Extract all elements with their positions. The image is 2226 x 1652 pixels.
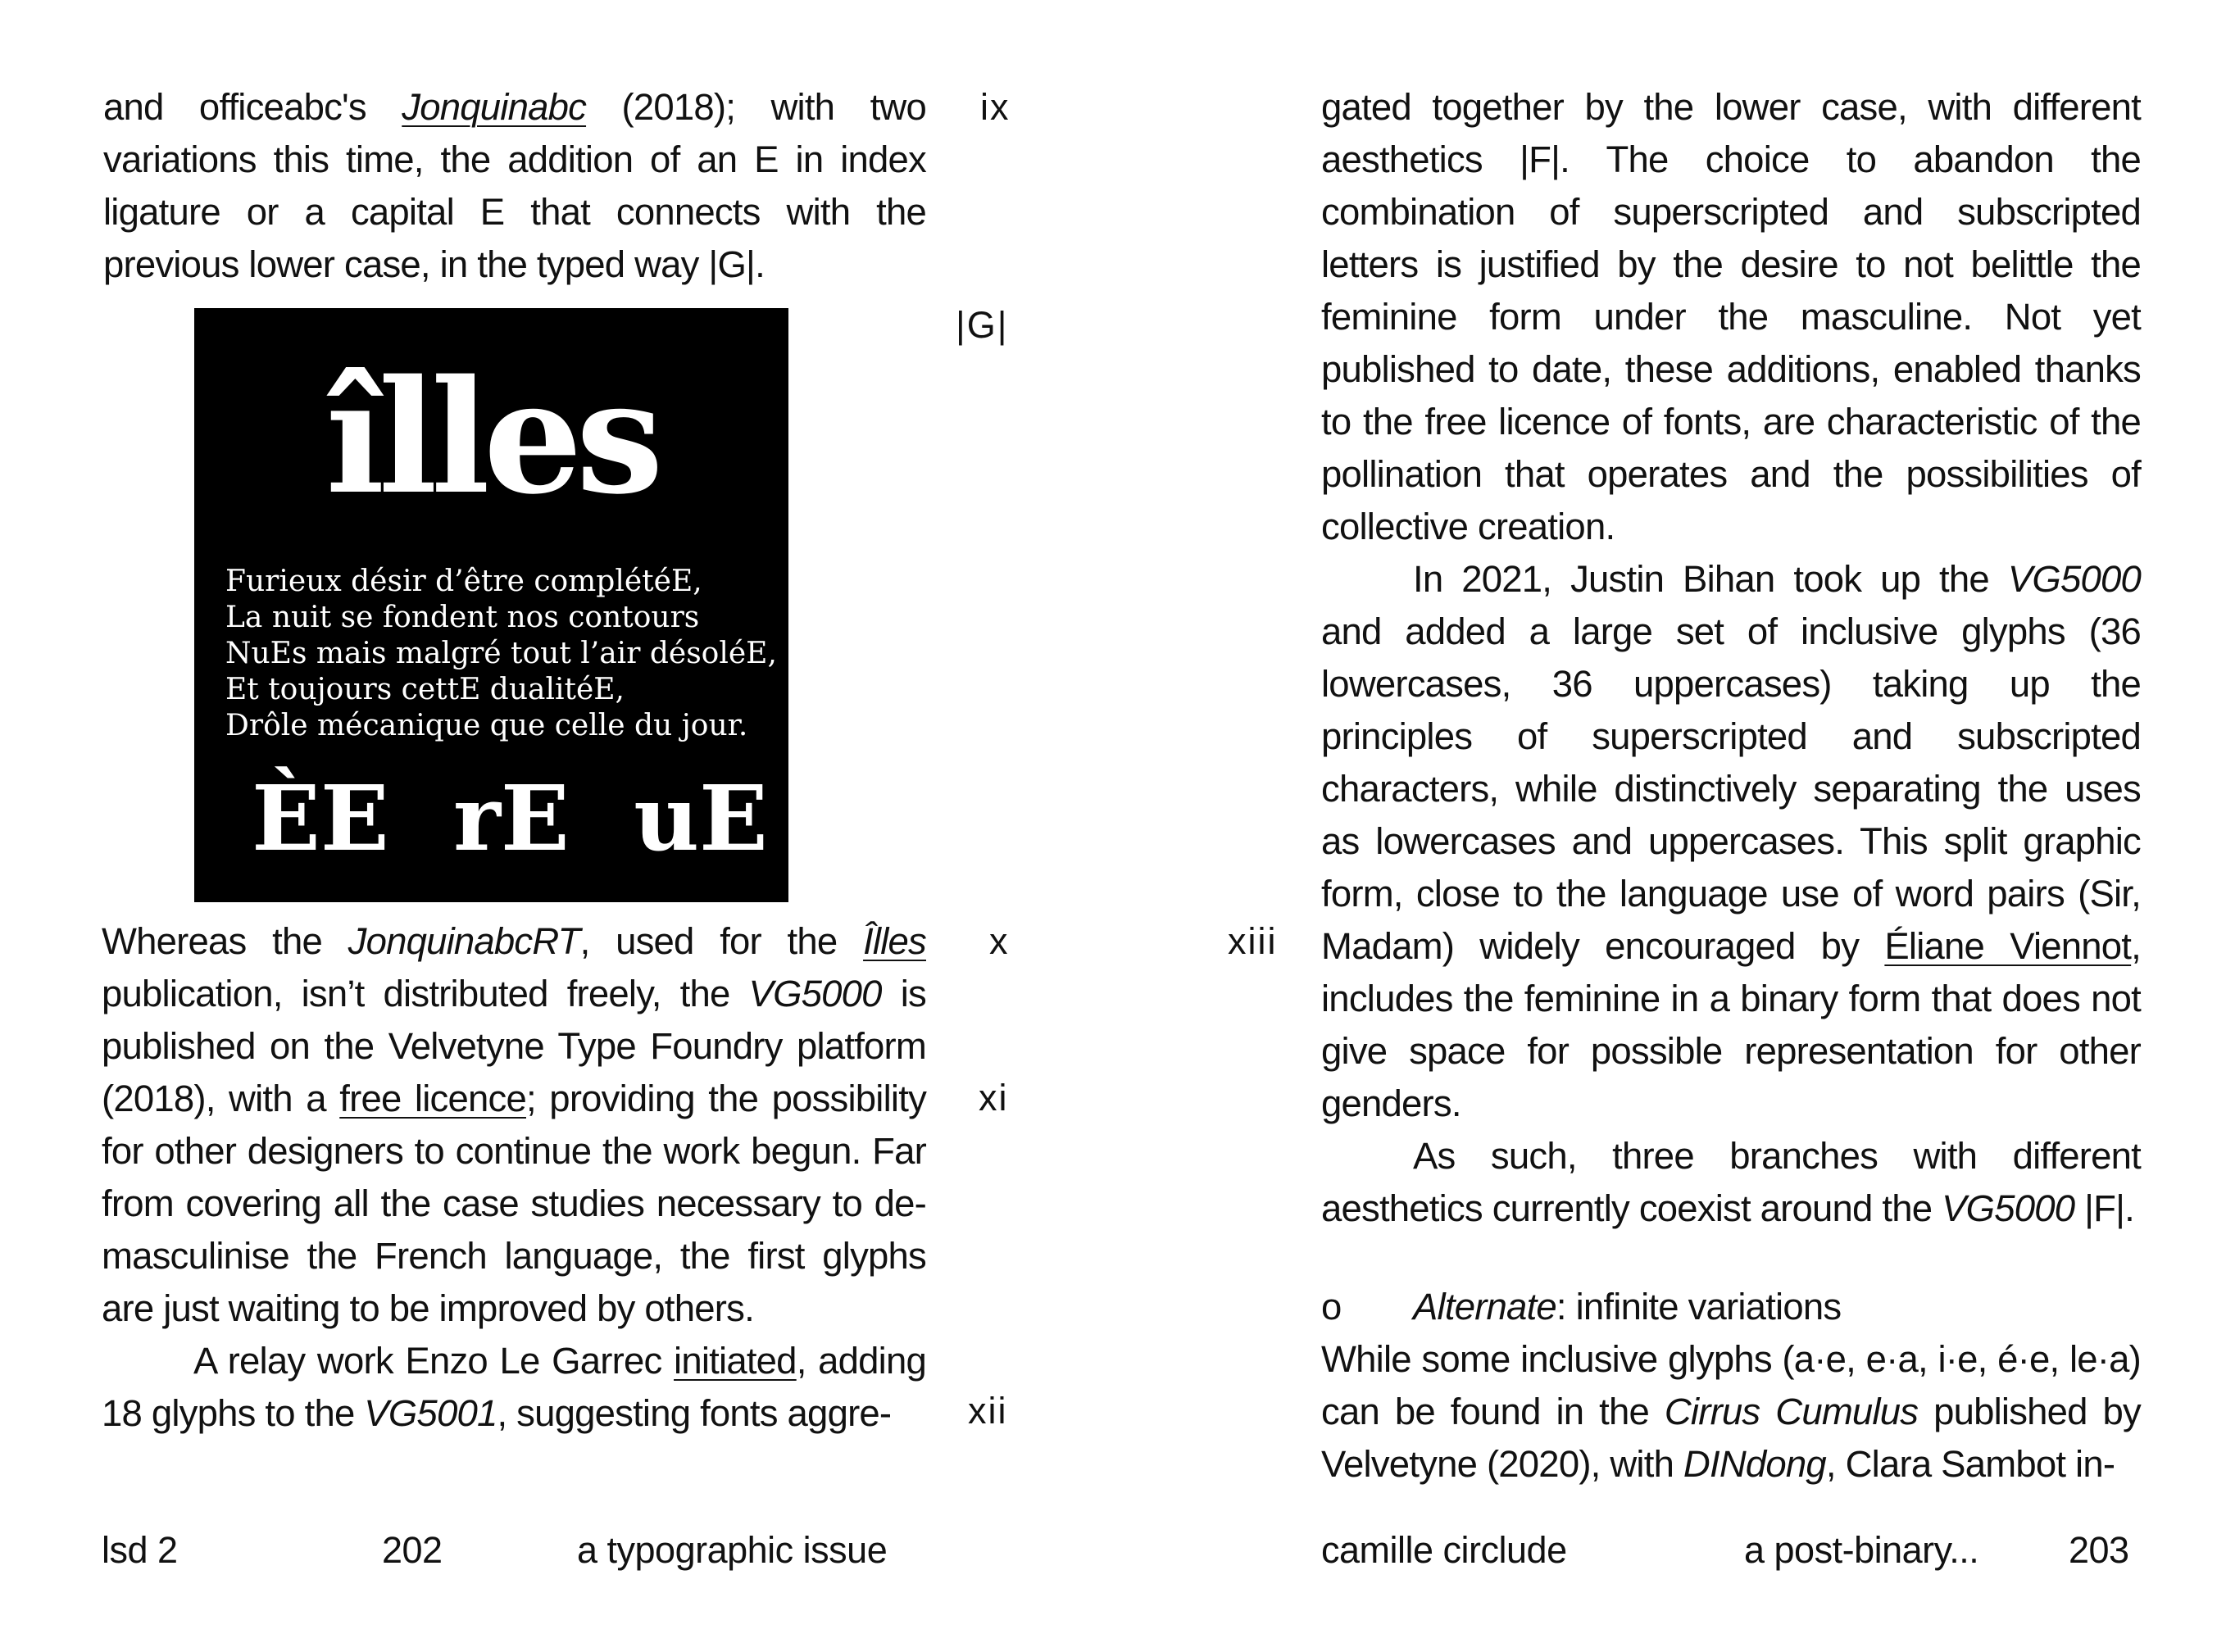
poem-line: Furieux désir d’être complétéE, <box>225 565 702 598</box>
paragraph: A relay work Enzo Le Garrec initiated, adding 18 glyphs to the VG5001, suggesting fonts aggre- <box>102 1340 926 1434</box>
margin-note-figure-g: |G| <box>956 304 1009 346</box>
right-text-main <box>1321 81 2141 1235</box>
footer-page-number: 202 <box>382 1529 443 1571</box>
link-eliane-viennot[interactable]: Éliane Viennot <box>1884 925 2132 967</box>
left-text-top <box>103 81 926 291</box>
right-page <box>1113 0 2226 1652</box>
footer-title: a post-binary... <box>1744 1529 1979 1571</box>
margin-note-xiii: xiii <box>1228 920 1278 962</box>
link-illes[interactable]: Îlles <box>863 920 926 962</box>
figure-glyph-samples: ÈE rE uE <box>252 765 768 871</box>
poem-line: La nuit se fondent nos contours <box>225 601 700 634</box>
margin-note-xii: xii <box>968 1390 1008 1432</box>
section-heading: o Alternate: infinite variations <box>1321 1281 2141 1333</box>
margin-note-ix: ix <box>980 86 1011 128</box>
figure-illes-specimen <box>194 308 788 902</box>
poem-line: Et toujours cettE dualitéE, <box>225 673 625 706</box>
footer-journal: lsd 2 <box>102 1529 178 1571</box>
paragraph: Whereas the JonquinabcRT, used for the Îlles publication, isn’t distributed freely, the VG5000 is published on the Velvetyne Type Foundry platform (2018), with a free licence; providing the possibility for other designers to continue the work begun. Far from covering all the case studies necessary to de-masculinise the French language, the first glyphs are just waiting to be improved by others. <box>102 920 927 1329</box>
section-number: o <box>1321 1286 1342 1328</box>
paragraph: and officeabc's Jonquinabc (2018); with two variations this time, the addition of an E in index ligature or a capital E that connects with the previous lower case, in the typed way |G|. <box>103 86 926 285</box>
left-text-main <box>102 915 926 1440</box>
link-jonquinabc[interactable]: Jonquinabc <box>402 86 587 128</box>
footer-author: camille circlude <box>1321 1529 1567 1571</box>
footer-title: a typographic issue <box>577 1529 888 1571</box>
poem-line: NuEs mais malgré tout l’air désoléE, <box>225 637 777 670</box>
link-free-licence[interactable]: free licence <box>339 1078 526 1119</box>
poem-line: Drôle mécanique que celle du jour. <box>225 709 748 742</box>
margin-note-xi: xi <box>979 1077 1009 1119</box>
paragraph: While some inclusive glyphs (a·e, e·a, i·e, é·e, le·a) can be found in the Cirrus Cumulus published by Velvetyne (2020), with DINdong, Clara Sambot in- <box>1321 1338 2141 1485</box>
figure-title: îlles <box>325 346 657 529</box>
link-initiated[interactable]: initiated <box>674 1340 797 1382</box>
paragraph: gated together by the lower case, with different aesthetics |F|. The choice to abandon the combination of superscripted and subscripted letters is justified by the desire to not belittle the feminine form under the masculine. Not yet published to date, these additions, enabled thanks to the free licence of fonts, are characteristic of the pollination that operates and the possibilities of collective creation. <box>1321 86 2141 547</box>
right-text-bottom <box>1321 1333 2141 1491</box>
margin-note-x: x <box>989 920 1010 962</box>
figure-poem <box>225 564 777 744</box>
footer-page-number: 203 <box>2069 1529 2129 1571</box>
paragraph: As such, three branches with different aesthetics currently coexist around the VG5000 |F|. <box>1321 1135 2141 1229</box>
paragraph: In 2021, Justin Bihan took up the VG5000 and added a large set of inclusive glyphs (36 lowercases, 36 uppercases) taking up the principles of superscripted and subscripted characters, while distinctively separating the uses as lowercases and uppercases. This split graphic form, close to the language use of word pairs (Sir, Madam) widely encouraged by Éliane Viennot, includes the feminine in a binary form that does not give space for possible representation for other genders. <box>1321 558 2141 1124</box>
